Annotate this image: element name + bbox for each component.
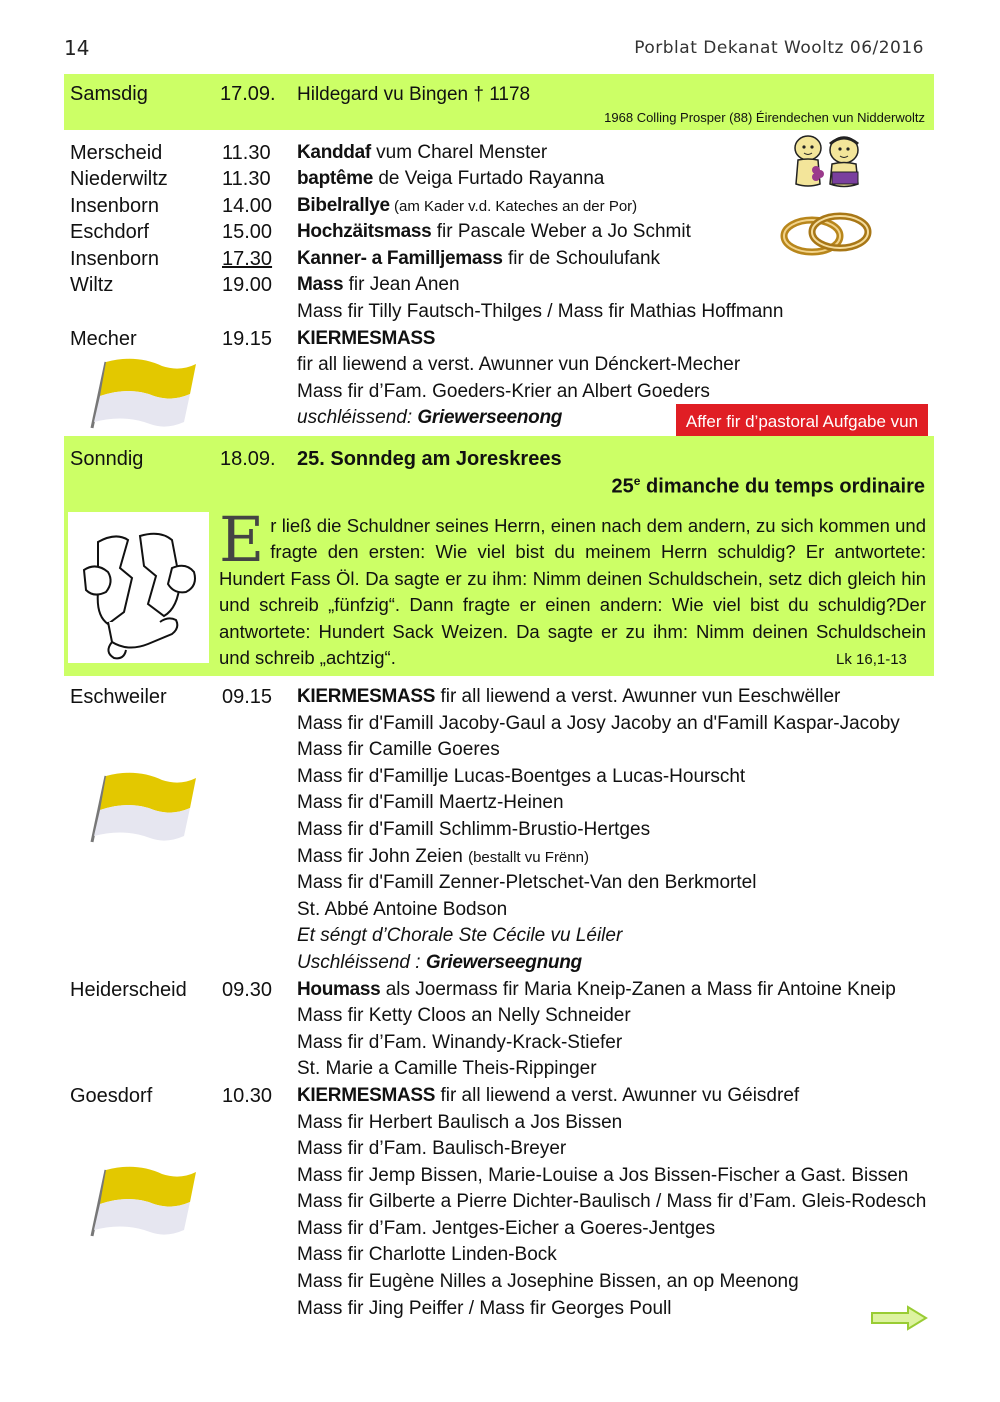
papal-flag-icon (66, 1160, 196, 1240)
mass-line: Mass fir d'Famill Schlimm-Brustio-Hertges (297, 819, 651, 840)
place: Insenborn (70, 195, 159, 217)
place: Eschdorf (70, 221, 149, 243)
torn-scroll-icon (68, 512, 209, 663)
mecher-final-italic: uschléissend: (297, 407, 418, 428)
mass-line: Mass fir Jemp Bissen, Marie-Louise a Jos Bissen-Fischer a Gast. Bissen (297, 1165, 909, 1186)
mecher-final-bold: Griewerseenong (417, 407, 563, 428)
entry-rest: vum Charel Menster (370, 142, 548, 163)
offering-line-1: Affer fir d’pastoral Aufgabe vun (685, 412, 919, 431)
mass-line: Mass fir d'Famill Jacoby-Gaul a Josy Jacoby an d'Famill Kaspar-Jacoby (297, 713, 900, 734)
entry-bold: KIERMESMASS (297, 328, 436, 349)
entry-bold: KIERMESMASS (297, 1085, 436, 1106)
entry-rest: fir Jean Anen (343, 274, 460, 295)
entry (297, 246, 660, 272)
mass-line: St. Marie a Camille Theis-Rippinger (297, 1058, 597, 1079)
subtitle-sup: e (633, 474, 641, 488)
place: Heiderscheid (70, 979, 187, 1001)
choir-line: Et séngt d’Chorale Ste Cécile vu Léiler (297, 925, 623, 946)
sunday-date: 18.09. (220, 448, 276, 470)
mass-line: Mass fir Ketty Cloos an Nelly Schneider (297, 1005, 631, 1026)
mass-line-note: (bestallt vu Frënn) (468, 849, 589, 866)
schedule-row (70, 299, 930, 325)
time: 19.00 (222, 274, 273, 296)
publication-title: Porblat Dekanat Wooltz 06/2016 (634, 38, 924, 58)
place: Niederwiltz (70, 168, 168, 190)
mass-line: Mass fir d’Fam. Baulisch-Breyer (297, 1138, 567, 1159)
entry-bold: KIERMESMASS (297, 686, 436, 707)
entry-bold: Kanddaf (297, 142, 371, 163)
mass-line: Mass fir d’Fam. Winandy-Krack-Stiefer (297, 1032, 623, 1053)
gospel-text: r ließ die Schuldner seines Herrn, einen nach dem andern, zu sich kommen und fragte den ersten: Wie viel bist du meinem Herrn schuldig? Er antwortete: Hundert Fass Öl. Da sagte er zu ihm: Nimm deinen Schuldschein, setz dich gleich hin und schreib „fünfzig“. Dann fragte er einen andern: Wie viel bist du schuldig?Der antwortete: Hundert Sack Weizen. Da sagte er zu ihm: Nimm deinen Schuldschein und schreib „achtzig“. (219, 515, 926, 669)
entry (297, 140, 547, 166)
schedule-row (70, 272, 930, 298)
next-page-arrow-icon[interactable] (870, 1305, 928, 1331)
schedule-row (70, 326, 930, 352)
mass-line: Mass fir Camille Goeres (297, 739, 500, 760)
subtitle-number: 25 (611, 475, 634, 498)
entry (297, 272, 460, 298)
entry (297, 166, 604, 192)
time: 11.30 (222, 142, 271, 164)
mass-line: Mass fir d'Famill Zenner-Pletschet-Van den Berkmortel (297, 872, 757, 893)
entry-bold: Bibelrallye (297, 195, 390, 216)
mass-line: Mass fir d’Fam. Jentges-Eicher a Goeres-Jentges (297, 1218, 716, 1239)
saturday-note: 1968 Colling Prosper (88) Éirendechen vun Nidderwoltz (604, 110, 925, 125)
gospel-text-block (219, 503, 926, 671)
entry-rest: Mass fir Tilly Fautsch-Thilges / Mass fir Mathias Hoffmann (297, 301, 784, 322)
mass-line: Mass fir Charlotte Linden-Bock (297, 1244, 557, 1265)
mass-line: Mass fir Gilberte a Pierre Dichter-Baulisch / Mass fir d’Fam. Gleis-Rodesch (297, 1191, 927, 1212)
time: 10.30 (222, 1085, 273, 1107)
entry-bold: baptême (297, 168, 374, 189)
mass-line: St. Abbé Antoine Bodson (297, 899, 508, 920)
sunday-subtitle (612, 474, 925, 499)
entry-rest: fir all liewend a verst. Awunner vun Eeschwëller (435, 686, 841, 707)
page-number: 14 (64, 36, 90, 60)
papal-flag-icon (66, 766, 196, 846)
entry (297, 193, 637, 220)
entry-bold: Hochzäitsmass (297, 221, 432, 242)
sunday-day: Sonndig (70, 448, 144, 470)
schedule-row (70, 352, 930, 378)
schedule-row (70, 684, 930, 710)
mass-line: Mass fir Eugène Nilles a Josephine Bissen, an op Meenong (297, 1271, 799, 1292)
place: Insenborn (70, 248, 159, 270)
entry-rest: fir all liewend a verst. Awunner vun Dénckert-Mecher (297, 354, 741, 375)
mass-line: Mass fir d'Famill Maertz-Heinen (297, 792, 564, 813)
time: 14.00 (222, 195, 273, 217)
entry (297, 219, 691, 245)
saturday-day: Samsdig (70, 83, 148, 105)
time: 19.15 (222, 328, 273, 350)
schedule-row (70, 1083, 930, 1109)
subtitle-rest: dimanche du temps ordinaire (640, 475, 925, 498)
schedule-row (70, 379, 930, 405)
page-header (64, 36, 924, 66)
time: 15.00 (222, 221, 273, 243)
schedule-row (70, 977, 930, 1003)
papal-flag-icon (66, 352, 196, 432)
time: 09.15 (222, 686, 273, 708)
final-bold: Griewerseegnung (425, 952, 582, 973)
place: Wiltz (70, 274, 114, 296)
place: Eschweiler (70, 686, 167, 708)
wedding-rings-icon (778, 206, 876, 262)
entry-rest: (am Kader v.d. Kateches an der Por) (389, 198, 638, 215)
gospel-reference: Lk 16,1-13 (836, 651, 907, 668)
entry-rest: fir all liewend a verst. Awunner vu Géisdref (435, 1085, 800, 1106)
place: Merscheid (70, 142, 163, 164)
entry-rest: fir de Schoulufank (502, 248, 661, 269)
entry-rest: als Joermass fir Maria Kneip-Zanen a Mass fir Antoine Kneip (380, 979, 896, 1000)
entry-rest: fir Pascale Weber a Jo Schmit (431, 221, 691, 242)
scroll-picture-frame (68, 512, 209, 663)
entry-rest: de Veiga Furtado Rayanna (373, 168, 605, 189)
entry-bold: Kanner- a Familljemass (297, 248, 503, 269)
mass-line: Mass fir Jing Peiffer / Mass fir Georges Poull (297, 1298, 672, 1319)
final-italic: Uschléissend : (297, 952, 426, 973)
entry-rest: Mass fir d’Fam. Goeders-Krier an Albert Goeders (297, 381, 710, 402)
children-icon (786, 134, 870, 194)
place: Goesdorf (70, 1085, 153, 1107)
mass-line: Mass fir John Zeien (297, 846, 469, 867)
sunday-title: 25. Sonndeg am Joreskrees (297, 448, 562, 470)
gospel-dropcap: E (219, 503, 265, 576)
entry-bold: Houmass (297, 979, 381, 1000)
mass-line: Mass fir d'Famillje Lucas-Boentges a Lucas-Hourscht (297, 766, 746, 787)
mass-line: Mass fir Herbert Baulisch a Jos Bissen (297, 1112, 623, 1133)
time: 17.30 (222, 248, 273, 270)
entry-bold: Mass (297, 274, 344, 295)
time: 09.30 (222, 979, 273, 1001)
saturday-date: 17.09. (220, 83, 276, 105)
time: 11.30 (222, 168, 271, 190)
saturday-saint: Hildegard vu Bingen † 1178 (297, 84, 531, 105)
place: Mecher (70, 328, 137, 350)
